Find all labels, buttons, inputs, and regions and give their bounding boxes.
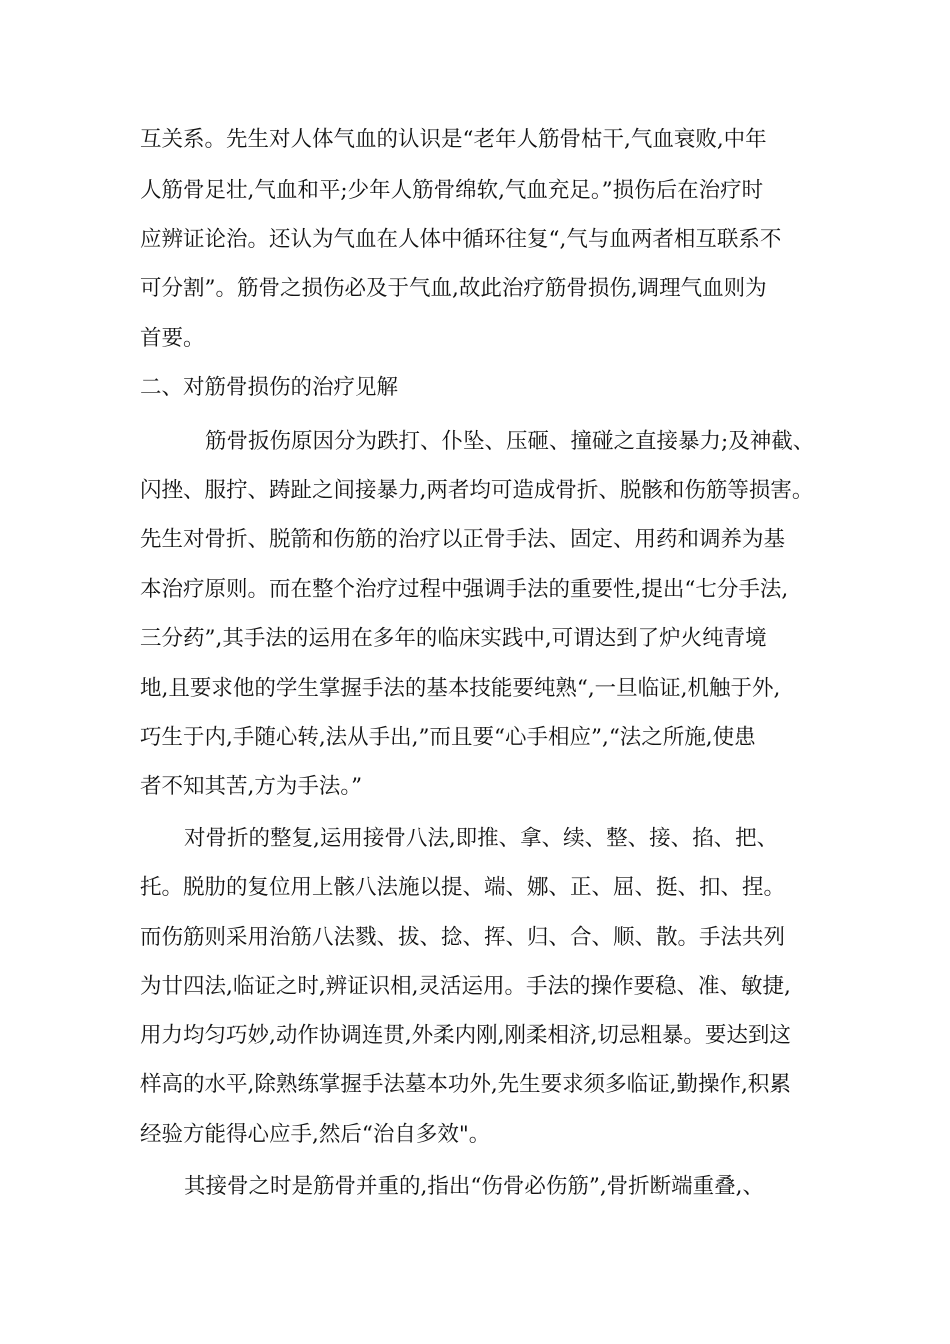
text-line: 本治疗原则。而在整个治疗过程中强调手法的重要性,提出“七分手法, [140, 577, 789, 602]
text-line: 经验方能得心应手,然后“治自多效"。 [140, 1122, 491, 1147]
text-line: 者不知其苦,方为手法。” [140, 774, 363, 799]
text-line: 用力均匀巧妙,动作协调连贯,外柔内刚,刚柔相济,切忌粗暴。要达到这 [140, 1023, 791, 1048]
text-line: 而伤筋则采用治筋八法戮、拔、捻、挥、归、合、顺、散。手法共列 [140, 925, 786, 950]
text-line: 闪挫、服拧、踌趾之间接暴力,两者均可造成骨折、脱骸和伤筋等损害。 [140, 478, 814, 503]
text-line: 地,且要求他的学生掌握手法的基本技能要纯熟“,一旦临证,机触于外, [140, 676, 781, 701]
text-line: 可分割”。筋骨之损伤必及于气血,故此治疗筋骨损伤,调理气血则为 [140, 276, 767, 301]
text-line: 人筋骨足壮,气血和平;少年人筋骨绵软,气血充足。”损伤后在治疗时 [140, 178, 764, 203]
text-line: 首要。 [140, 326, 205, 351]
paragraph-first-line: 对骨折的整复,运用接骨八法,即推、拿、续、整、接、掐、把、 [184, 826, 779, 851]
paragraph-first-line: 其接骨之时是筋骨并重的,指出“伤骨必伤筋”,骨折断端重叠,、 [184, 1174, 764, 1199]
text-line: 互关系。先生对人体气血的认识是“老年人筋骨枯干,气血衰败,中年 [140, 127, 767, 152]
text-line: 先生对骨折、脱箭和伤筋的治疗以正骨手法、固定、用药和调养为基 [140, 527, 786, 552]
text-line: 巧生于内,手随心转,法从手出,”而且要“心手相应”,“法之所施,使患 [140, 725, 756, 750]
text-line: 三分药”,其手法的运用在多年的临床实践中,可谓达到了炉火纯青境 [140, 626, 767, 651]
text-line: 为廿四法,临证之时,辨证识相,灵活运用。手法的操作要稳、准、敏捷, [140, 974, 791, 999]
section-heading: 二、对筋骨损伤的治疗见解 [140, 375, 399, 400]
text-line: 样高的水平,除熟练掌握手法墓本功外,先生要求须多临证,勤操作,积累 [140, 1072, 791, 1097]
text-line: 托。脱肋的复位用上骸八法施以提、端、娜、正、屈、挺、扣、捏。 [140, 875, 786, 900]
text-line: 应辨证论治。还认为气血在人体中循环往复“,气与血两者相互联系不 [140, 227, 782, 252]
paragraph-first-line: 筋骨扳伤原因分为跌打、仆坠、压砸、撞碰之直接暴力;及神截、 [205, 429, 815, 454]
